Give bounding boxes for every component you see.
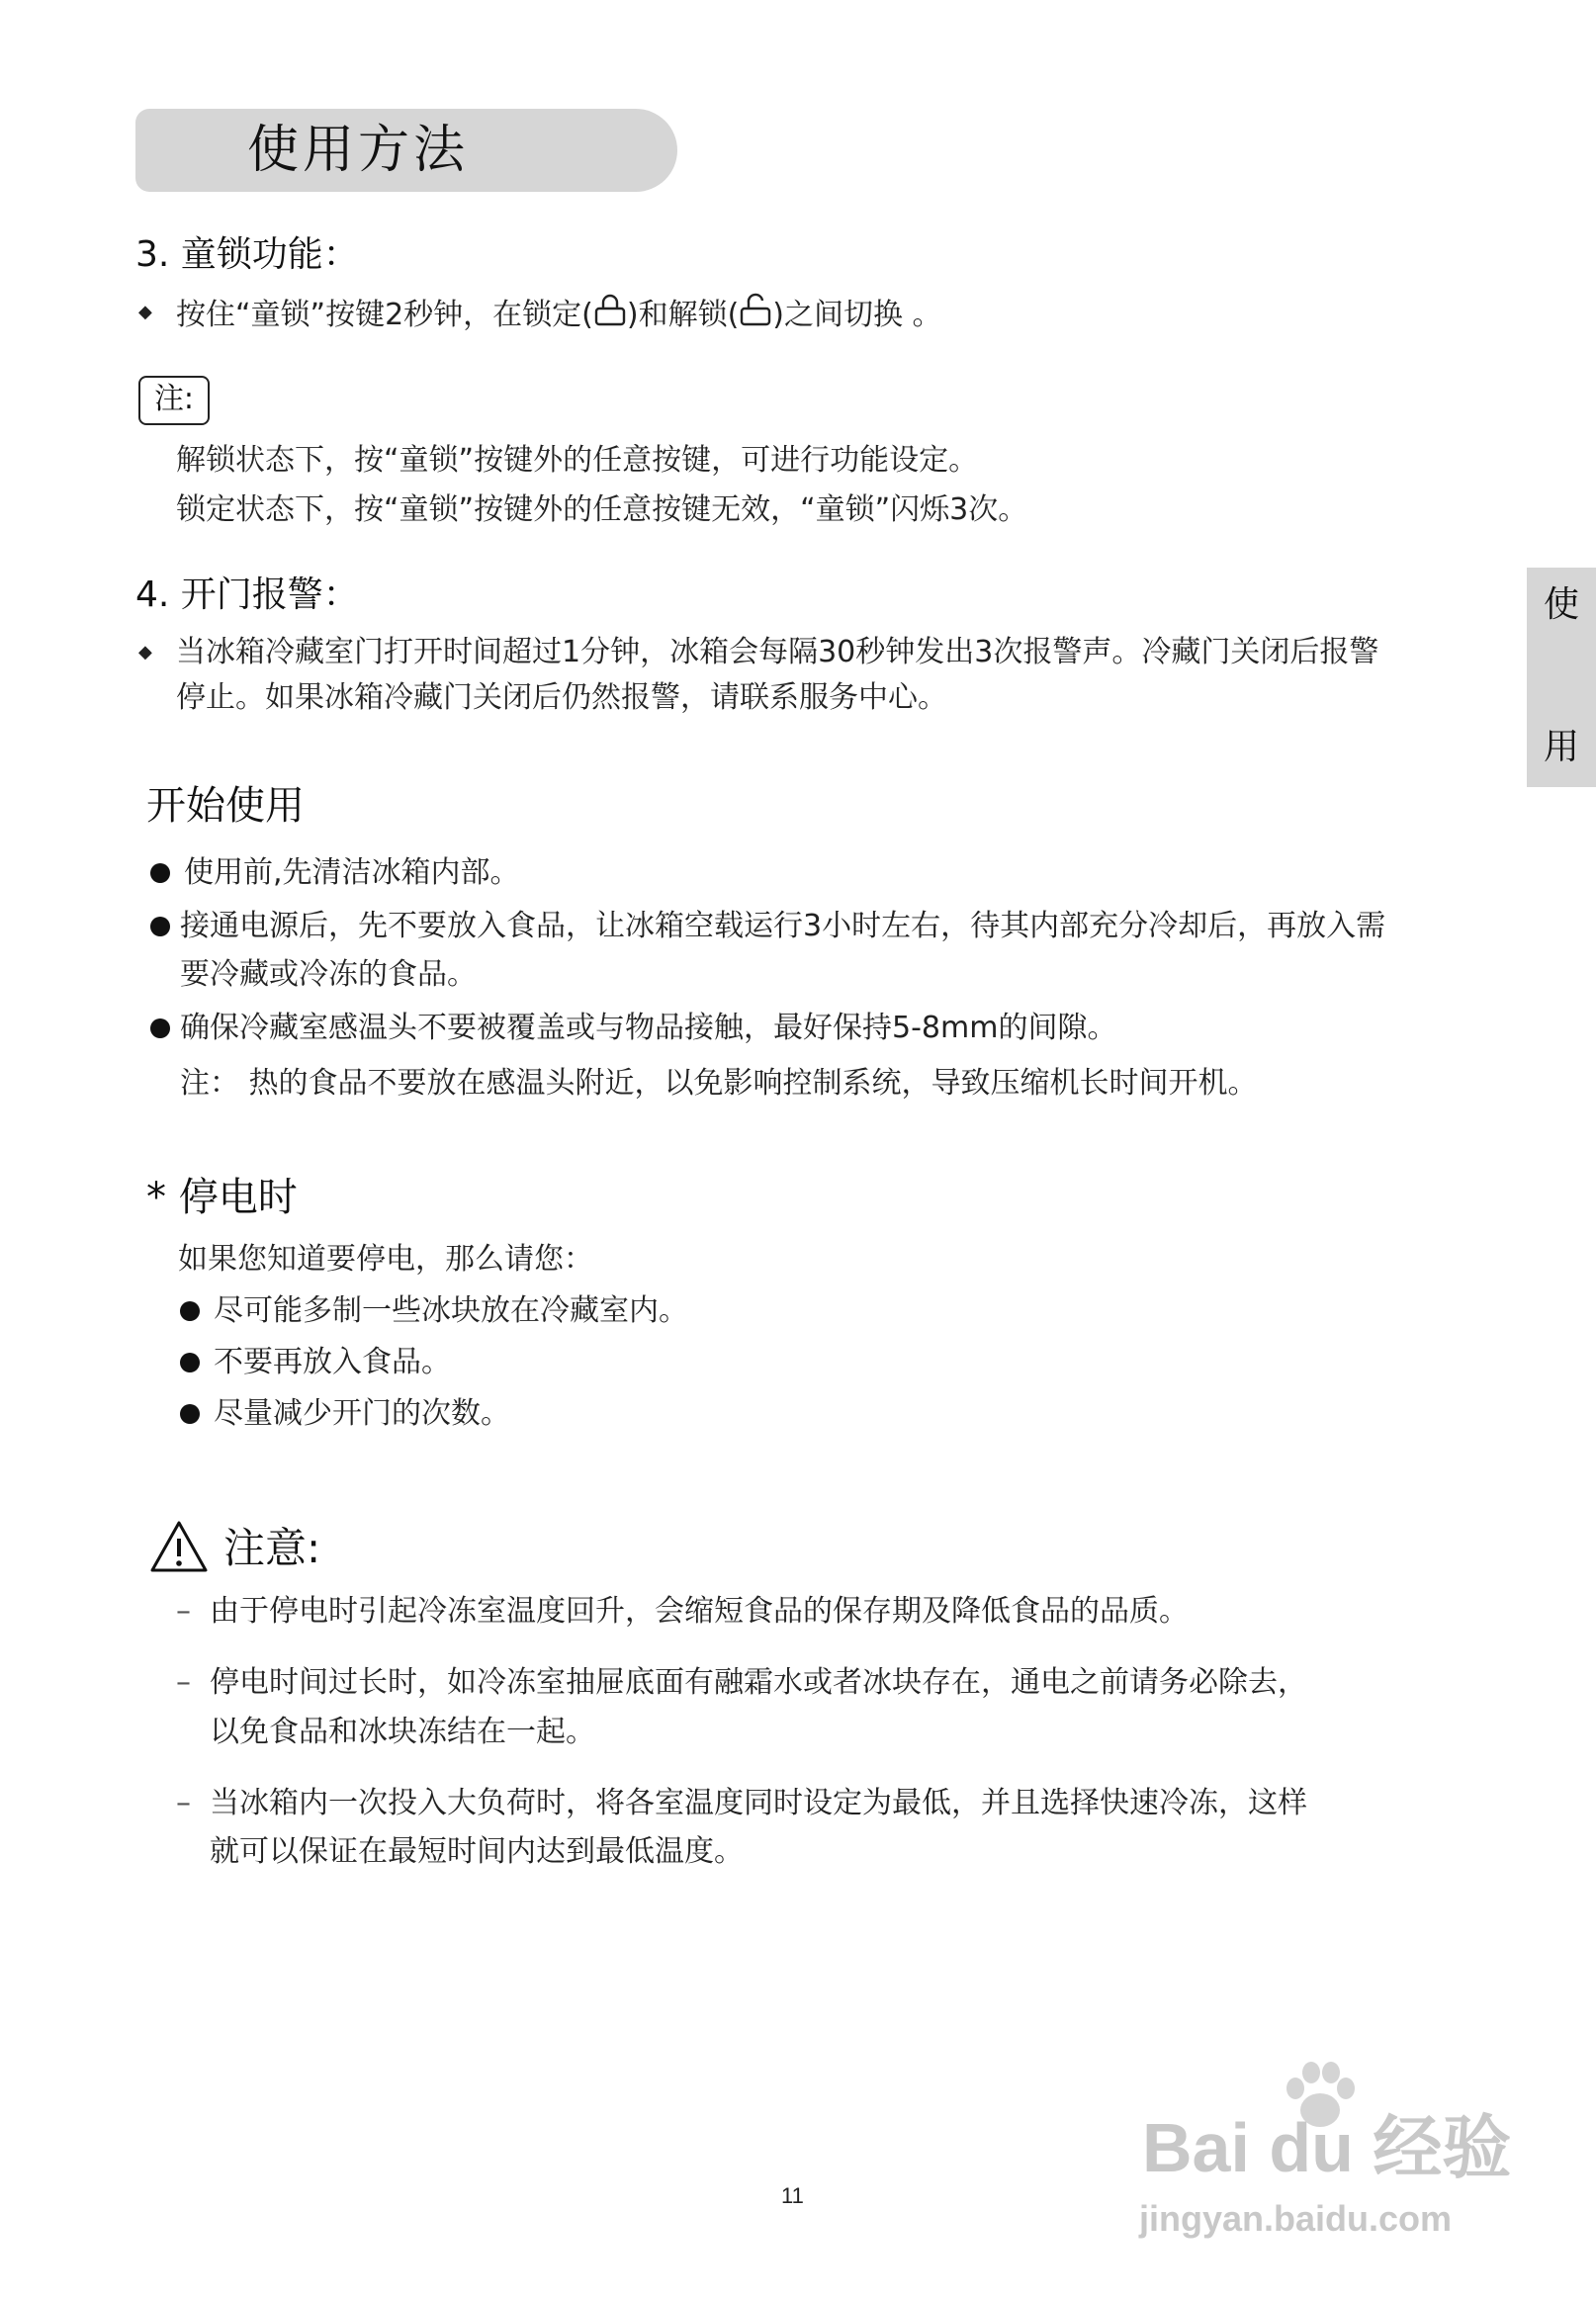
start-use-item-1: 使用前,先清洁冰箱内部。 [184, 855, 520, 890]
side-tab-char-2: 用 [1543, 727, 1579, 767]
note-line-1: 解锁状态下，按“童锁”按键外的任意按键，可进行功能设定。 [176, 443, 979, 478]
child-lock-heading: 3. 童锁功能： [135, 234, 359, 275]
caution-item-3-line-2: 就可以保证在最短时间内达到最低温度。 [210, 1834, 744, 1869]
door-alarm-heading: 4. 开门报警： [135, 575, 359, 615]
start-use-note: 注： 热的食品不要放在感温头附近，以免影响控制系统，导致压缩机长时间开机。 [180, 1066, 1258, 1101]
door-alarm-line-1: 当冰箱冷藏室门打开时间超过1分钟，冰箱会每隔30秒钟发出3次报警声。冷藏门关闭后报警 [176, 635, 1379, 669]
door-alarm-line-2: 停止。如果冰箱冷藏门关闭后仍然报警，请联系服务中心。 [176, 680, 947, 715]
note-label: 注: [138, 376, 210, 425]
dash-icon: – [176, 1786, 191, 1820]
caution-item-2-line-2: 以免食品和冰块冻结在一起。 [210, 1715, 595, 1749]
dash-icon: – [176, 1665, 191, 1700]
child-lock-bullet [176, 293, 942, 339]
bullet-dot-icon [180, 1301, 200, 1321]
side-tab [1527, 568, 1596, 787]
watermark-url: jingyan.baidu.com [1139, 2198, 1453, 2239]
power-outage-intro: 如果您知道要停电，那么请您： [178, 1242, 593, 1277]
page-title: 使用方法 [247, 121, 470, 180]
power-outage-item-3: 尽量减少开门的次数。 [214, 1396, 510, 1431]
caution-item-1: 由于停电时引起冷冻室温度回升，会缩短食品的保存期及降低食品的品质。 [210, 1594, 1189, 1629]
caution-heading: 注意: [223, 1524, 321, 1572]
start-use-item-3: 确保冷藏室感温头不要被覆盖或与物品接触，最好保持5-8mm的间隙。 [180, 1011, 1117, 1045]
bullet-dot-icon [150, 1018, 170, 1038]
bullet-dot-icon [180, 1353, 200, 1372]
child-lock-text-3: )之间切换 。 [772, 298, 942, 332]
child-lock-text-2: )和解锁( [626, 298, 740, 332]
lock-closed-icon [593, 293, 627, 339]
note-line-2: 锁定状态下，按“童锁”按键外的任意按键无效，“童锁”闪烁3次。 [176, 492, 1028, 527]
bullet-dot-icon [150, 863, 170, 883]
power-outage-item-2: 不要再放入食品。 [214, 1345, 451, 1379]
start-use-item-2-line-1: 接通电源后，先不要放入食品，让冰箱空载运行3小时左右，待其内部充分冷却后，再放入需 [180, 909, 1386, 943]
start-use-heading: 开始使用 [146, 783, 305, 829]
bullet-dot-icon [150, 917, 170, 936]
watermark-brand: Bai du 经验 [1142, 2109, 1512, 2186]
side-tab-char-1: 使 [1543, 584, 1579, 625]
diamond-bullet-icon: ◆ [138, 302, 152, 322]
lock-open-icon [739, 293, 772, 339]
start-use-item-2-line-2: 要冷藏或冷冻的食品。 [180, 957, 477, 992]
caution-item-2-line-1: 停电时间过长时，如冷冻室抽屉底面有融霜水或者冰块存在，通电之前请务必除去， [210, 1665, 1307, 1700]
diamond-bullet-icon: ◆ [138, 642, 152, 663]
power-outage-item-1: 尽可能多制一些冰块放在冷藏室内。 [214, 1293, 688, 1328]
bullet-dot-icon [180, 1404, 200, 1424]
page-number: 11 [781, 2183, 804, 2208]
warning-triangle-icon [148, 1519, 210, 1578]
caution-item-3-line-1: 当冰箱内一次投入大负荷时，将各室温度同时设定为最低，并且选择快速冷冻，这样 [210, 1786, 1307, 1820]
child-lock-text-1: 按住“童锁”按键2秒钟，在锁定( [176, 298, 593, 332]
dash-icon: – [176, 1594, 191, 1629]
power-outage-heading: * 停电时 [146, 1175, 298, 1220]
